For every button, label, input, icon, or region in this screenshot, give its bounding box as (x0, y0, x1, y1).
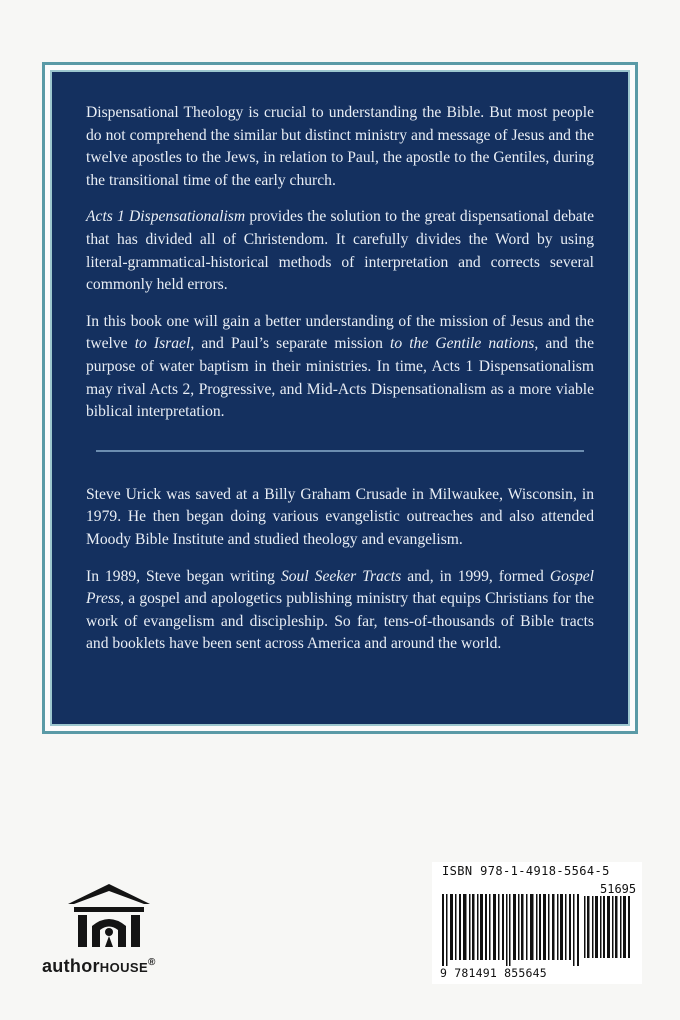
blurb-paragraph-3 (86, 311, 594, 424)
blurb-paragraph-1 (86, 102, 594, 192)
bio-text-2c: , a gospel and apologetics publishing ministry that equips Christians for the work of evangelism and discipleship. So far, tens-of-thousands of Bible tracts and booklets have been sent across America and around the world. (86, 590, 594, 653)
blurb-text-3c: , and the purpose of water baptism in their ministries. In time, Acts 1 Dispensationalism may rival Acts 2, Progressive, and Mid-Acts Dispensationalism as a more viable biblical interpretation. (86, 335, 594, 421)
bio-paragraph-1 (86, 484, 594, 552)
bio-text-2a: In 1989, Steve began writing (86, 567, 281, 585)
soul-seeker-italic: Soul Seeker Tracts (280, 567, 402, 585)
blurb-paragraph-2 (86, 206, 594, 296)
book-title-italic: Acts 1 Dispensationalism (86, 208, 246, 226)
ean-bars (442, 894, 582, 966)
back-cover-panel (42, 62, 638, 734)
isbn-barcode (432, 862, 642, 984)
blurb-text-3a: In this book one will gain a better understanding of the mission of Jesus and the twelve (86, 312, 594, 353)
isbn-label: ISBN 978-1-4918-5564-5 (442, 864, 610, 878)
addon-bars (584, 896, 632, 958)
ean-number: 9 781491 855645 (440, 966, 547, 980)
blurb-text-2: provides the solution to the great dispensational debate that has divided all of Christendom. It carefully divides the Word by using literal-grammatical-historical methods of interpretation and corrects several commonly held errors. (86, 208, 594, 294)
blurb-box (50, 70, 630, 726)
bio-text-1: Steve Urick was saved at a Billy Graham Crusade in Milwaukee, Wisconsin, in 1979. He then began doing various evangelistic outreaches and also attended Moody Bible Institute and studied theology and evangelism. (86, 485, 594, 548)
barcode-addon-number: 51695 (600, 882, 637, 896)
authorhouse-house-icon (64, 880, 154, 950)
gospel-press-italic: Gospel Press (86, 567, 594, 608)
blurb-text-1: Dispensational Theology is crucial to understanding the Bible. But most people do not comprehend the similar but distinct ministry and message of Jesus and the twelve apostles to the Jews, in relation to Paul, the apostle to the Gentiles, during the transitional time of the early church. (86, 104, 594, 189)
bio-text-2b: and, in 1999, formed (401, 567, 550, 585)
section-divider (96, 450, 584, 452)
publisher-name: authorHOUSE® (42, 956, 156, 976)
publisher-logo (42, 880, 208, 980)
gentile-nations-italic: to the Gentile nations (389, 335, 535, 353)
blurb-text-3b: , and Paul’s separate mission (190, 335, 390, 353)
blurb-content (86, 102, 594, 656)
israel-italic: to Israel (134, 335, 191, 353)
bio-paragraph-2 (86, 566, 594, 656)
